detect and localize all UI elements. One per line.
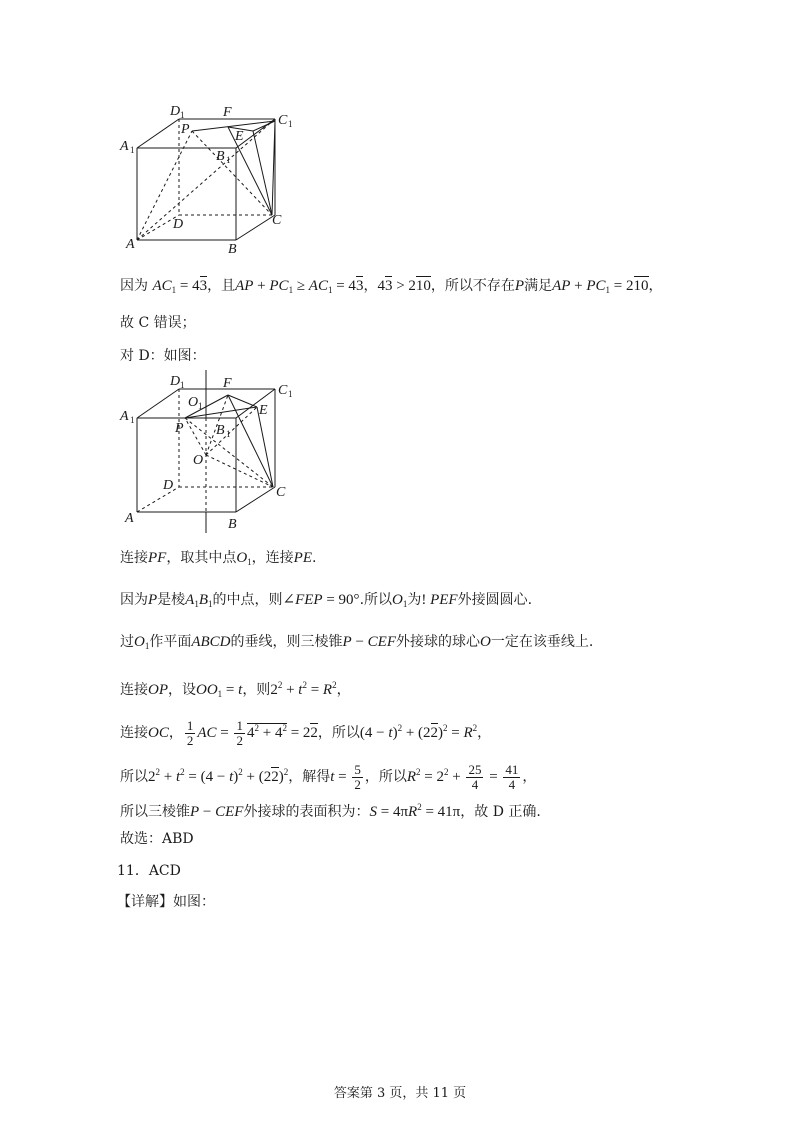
text-line-1: 因为 $AC_1 = 43$，且AP + $PC_1 \ge AC_1 = 43$，43 > 210，所以不存在P满足AP + $PC_1 = 210$， [120,278,663,295]
text-fragment: ，则 [242,682,271,698]
label-O1-sub: 1 [198,401,203,411]
label-F: F [223,105,232,120]
text-fragment: ， [336,682,351,698]
label-D1-sub: 1 [180,110,185,120]
text-line-11: 故选：ABD [120,831,194,847]
text-fragment: ， [477,725,492,741]
label-P: P [181,122,190,137]
label-O: O [193,453,204,468]
label-C: C [276,485,286,500]
text-line-2: 故 C 错误； [120,315,196,331]
text-fragment: 外接球的表面积为： [243,804,370,820]
text-fragment: 因为 [120,592,148,608]
label-A1: A [120,409,129,424]
text-line-8: 连接OC， $\frac{1}{2}$ AC = $\frac{1}{2}$ $4^2 + 4^2 = 22$，所以$(4 - t)^2 + (22)^2 = R^2$， [120,717,492,748]
figure-cube-2 [115,370,315,535]
text-fragment: . [312,550,317,566]
text-fragment: 外接圆圆心. [457,592,533,608]
figure-cube-1 [115,100,315,260]
text-fragment: ，解得 [288,769,331,785]
label-B1-sub: 1 [226,429,231,439]
text-fragment: ，且 [207,278,236,294]
text-fragment: ，设 [168,682,196,698]
text-fragment: ，所以 [364,769,407,785]
label-C: C [272,213,282,228]
label-F: F [223,376,232,391]
label-A: A [126,237,135,252]
label-C1: C [278,383,288,398]
label-B: B [228,517,237,532]
label-D1: D [170,104,181,119]
label-C1: C [278,113,288,128]
text-fragment: 的中点，则 [212,592,283,608]
text-line-7: 连接OP，设$OO_1 = t$，则$2^2 + t^2 = R^2$， [120,680,351,699]
label-A1-sub: 1 [130,145,135,155]
label-D: D [163,478,174,493]
text-fragment: ，故 D 正确. [460,804,541,820]
text-fragment: 外接球的球心 [396,634,480,650]
text-fragment: 一定在该垂线上. [490,634,594,650]
text-fragment: ， [648,278,663,294]
text-fragment: 因为 [120,278,148,294]
label-P: P [175,421,184,436]
text-fragment: 的垂线，则三棱锥 [230,634,343,650]
text-fragment: 所以 [120,769,148,785]
text-fragment: ，所以 [317,725,360,741]
text-fragment: 满足 [524,278,553,294]
text-fragment: .所以 [359,592,393,608]
label-D: D [173,217,184,232]
text-fragment: ，所以不存在 [430,278,515,294]
cube-diagram-1 [115,100,315,260]
page-footer: 答案第 3 页，共 11 页 [333,1086,467,1101]
label-B1: B [216,149,225,164]
text-line-10: 所以三棱锥P − CEF外接球的表面积为：$S = 4\pi R^2 = 41\pi$，故 D 正确. [120,802,541,820]
label-C1-sub: 1 [288,389,293,399]
text-line-9: 所以$2^2 + t^2 = (4 - t)^2 + (22)^2$，解得t = $\frac{5}{2}$ ，所以$R^2 = 2^2$ + $\frac{25}{4}$ = $\frac{41}{4}$ ， [120,761,537,792]
text-fragment: ，连接 [251,550,294,566]
text-fragment: 作平面 [149,634,192,650]
text-line-3: 对 D：如图： [120,348,206,364]
label-B1-sub: 1 [226,155,231,165]
text-fragment: 所以三棱锥 [120,804,190,820]
text-line-6: 过$O_1$作平面ABCD的垂线，则三棱锥P − CEF外接球的球心O一定在该垂线上. [120,634,594,651]
label-A1-sub: 1 [130,415,135,425]
label-D1: D [170,374,181,389]
label-C1-sub: 1 [288,119,293,129]
text-fragment: 过 [120,634,134,650]
label-B: B [228,242,237,257]
text-fragment: 连接 [120,550,148,566]
text-fragment: ， [168,725,183,741]
label-A1: A [120,139,129,154]
text-fragment: ， [522,769,537,785]
label-D1-sub: 1 [180,380,185,390]
text-fragment: 连接 [120,682,148,698]
text-fragment: ， [363,278,378,294]
text-line-4: 连接PF，取其中点$O_1$，连接PE. [120,550,317,567]
text-line-5: 因为P是棱$A_1B_1$的中点，则∠FEP = 90°.所以$O_1$为! PEF外接圆圆心. [120,592,533,609]
cube-diagram-2 [115,370,315,535]
text-fragment: ，取其中点 [166,550,237,566]
label-E: E [235,129,244,144]
label-B1: B [216,423,225,438]
label-A: A [125,511,134,526]
text-fragment: 是棱 [157,592,186,608]
text-fragment: 为 [407,592,422,608]
text-line-13: 【详解】如图： [117,894,215,910]
text-fragment: 连接 [120,725,148,741]
text-line-12: 11．ACD [117,863,181,879]
label-E: E [259,403,268,418]
label-O1: O [188,395,199,410]
